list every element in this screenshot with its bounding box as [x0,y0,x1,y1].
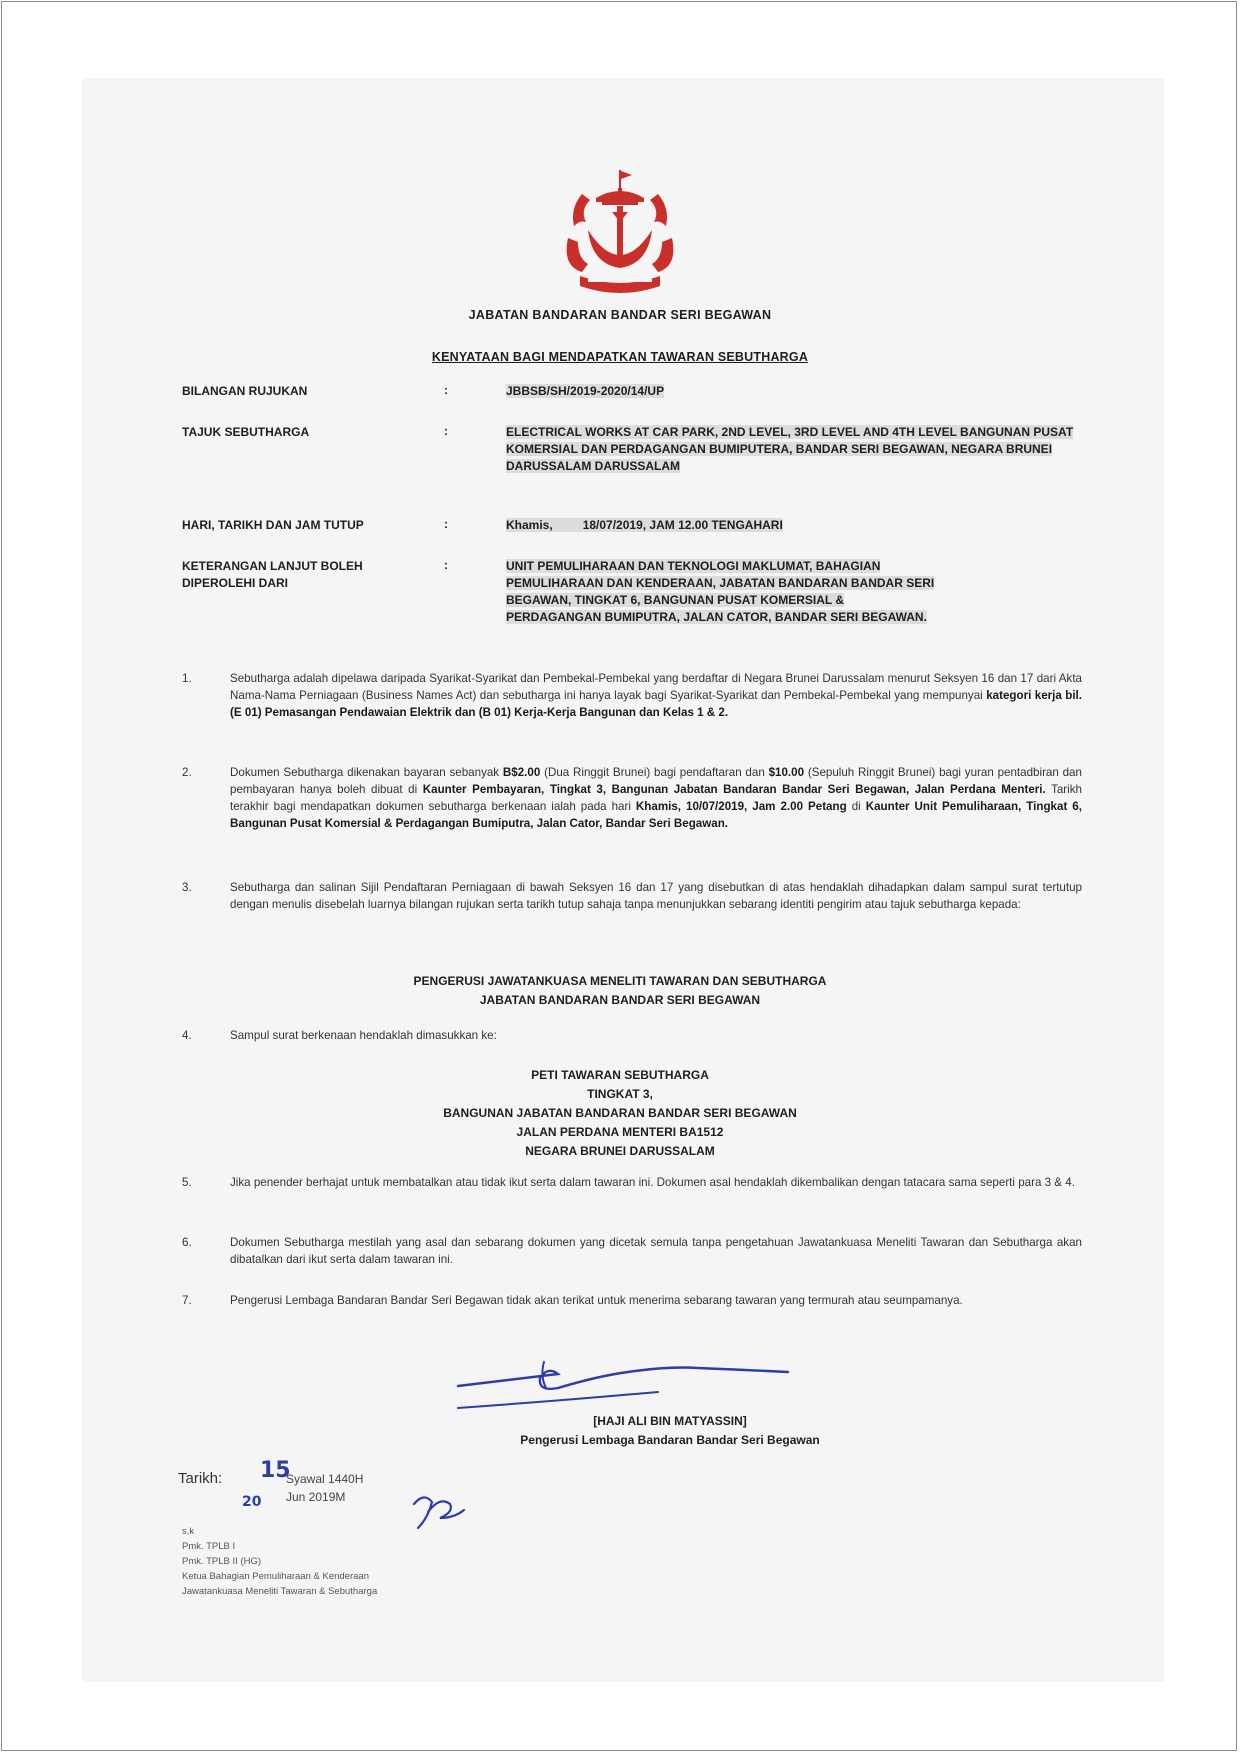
addressee-line: PENGERUSI JAWATANKUASA MENELITI TAWARAN DAN SEBUTHARGA [413,974,827,988]
quotation-title-label: TAJUK SEBUTHARGA [182,425,310,439]
cc-line: s.k [182,1526,195,1537]
paragraph-number: 5. [182,1176,192,1189]
paragraph-number: 2. [182,766,192,779]
notice-title: KENYATAAN BAGI MENDAPATKAN TAWARAN SEBUTHARGA [431,350,809,364]
paragraph-text: Pengerusi Lembaga Bandaran Bandar Seri Begawan tidak akan terikat untuk menerima sebarang tawaran yang termurah atau seumpamanya. [230,1294,963,1307]
paragraph-number: 6. [182,1236,192,1249]
paragraph-text: Sampul surat berkenaan hendaklah dimasukkan ke: [230,1029,497,1042]
paragraph-text: Dokumen Sebutharga mestilah yang asal dan sebarang dokumen yang dicetak semula tanpa pengetahuan Jawatankuasa Meneliti Tawaran dan Sebutharga akan dibatalkan dari ikut serta dalam tawaran ini. [230,1236,1082,1266]
colon: : [444,517,448,531]
hijri-month-year: Syawal 1440H [286,1472,364,1486]
paragraph-text: Sebutharga adalah dipelawa daripada Syarikat-Syarikat dan Pembekal-Pembekal yang berdaftar di Negara Brunei Darussalam menurut Seksyen 16 dan 17 dari Akta Nama-Nama Perniagaan (Business Names Act) dan sebutharga ini hanya layak bagi Syarikat-Syarikat dan Pembekal-Pembekal yang mempunyai kategori kerja bil. (E 01) Pemasangan Pendawaian Elektrik dan (B 01) Kerja-Kerja Bangunan dan Kelas 1 & 2. [230,672,1083,719]
cc-line: Pmk. TPLB I [182,1541,236,1552]
addressee-line: JABATAN BANDARAN BANDAR SERI BEGAWAN [479,993,761,1007]
address-line: BANGUNAN JABATAN BANDARAN BANDAR SERI BEGAWAN [443,1106,797,1120]
address-line: JALAN PERDANA MENTERI BA1512 [516,1125,724,1139]
cc-line: Ketua Bahagian Pemuliharaan & Kenderaan [182,1571,369,1582]
colon: : [444,424,448,438]
paragraph-text: Dokumen Sebutharga dikenakan bayaran sebanyak B$2.00 (Dua Ringgit Brunei) bagi pendaftaran dan $10.00 (Sepuluh Ringgit Brunei) bagi yuran pentadbiran dan pembayaran hanya boleh dibuat di Kaunter Pembayaran, Tingkat 3, Bangunan Jabatan Bandaran Bandar Seri Begawan, Jalan Perdana Menteri. Tarikh terakhir bagi mendapatkan dokumen sebutharga berkenaan ialah pada hari Khamis, 10/07/2019, Jam 2.00 Petang di Kaunter Unit Pemuliharaan, Tingkat 6, Bangunan Pusat Komersial & Perdagangan Bumiputra, Jalan Cator, Bandar Seri Begawan. [230,766,1082,830]
handwritten-gregorian-day: 20 [242,1494,262,1510]
colon: : [444,558,448,572]
brunei-crest-emblem [562,168,678,302]
reference-number-label: BILANGAN RUJUKAN [182,384,308,398]
signatory-title: Pengerusi Lembaga Bandaran Bandar Seri Begawan [520,1433,820,1447]
paragraph-number: 1. [182,672,192,685]
paragraph-text: Jika penender berhajat untuk membatalkan atau tidak ikut serta dalam tawaran ini. Dokumen asal hendaklah dikembalikan dengan tatacara sama seperti para 3 & 4. [230,1176,1075,1189]
paragraph-number: 4. [182,1029,192,1042]
handwritten-signature [448,1352,808,1412]
further-info-value: UNIT PEMULIHARAAN DAN TEKNOLOGI MAKLUMAT, BAHAGIAN PEMULIHARAAN DAN KENDERAAN, JABATAN BANDARAN BANDAR SERI BEGAWAN, TINGKAT 6, BANGUNAN PUSAT KOMERSIAL & PERDAGANGAN BUMIPUTRA, JALAN CATOR, BANDAR SERI BEGAWAN. [506,559,935,624]
tender-box-address [320,1066,920,1161]
paragraph-number: 7. [182,1294,192,1307]
paragraph-text: Sebutharga dan salinan Sijil Pendaftaran Perniagaan di bawah Seksyen 16 dan 17 yang disebutkan di atas hendaklah dihadapkan dalam sampul surat tertutup dengan menulis disebelah luarnya bilangan rujukan serta tarikh tutup sahaja tanpa menunjukkan sebarang identiti pengirim atau tajuk sebutharga kepada: [230,881,1082,911]
address-line: NEGARA BRUNEI DARUSSALAM [525,1144,715,1158]
gregorian-month-year: Jun 2019M [286,1490,346,1504]
paragraph-number: 3. [182,881,192,894]
copy-to-list [182,1524,377,1599]
handwritten-initials [410,1488,470,1534]
quotation-title-value: ELECTRICAL WORKS AT CAR PARK, 2ND LEVEL, 3RD LEVEL AND 4TH LEVEL BANGUNAN PUSAT KOMERSIAL DAN PERDAGANGAN BUMIPUTERA, BANDAR SERI BEGAWAN, NEGARA BRUNEI DARUSSALAM DARUSSALAM [506,425,1074,473]
date-label: Tarikh: [178,1470,223,1487]
colon: : [444,383,448,397]
cc-line: Pmk. TPLB II (HG) [182,1556,262,1567]
closing-date-value: Khamis, 18/07/2019, JAM 12.00 TENGAHARI [506,518,783,532]
address-line: PETI TAWARAN SEBUTHARGA [531,1068,709,1082]
reference-number-value: JBBSB/SH/2019-2020/14/UP [506,384,665,398]
signatory-name: [HAJI ALI BIN MATYASSIN] [593,1414,747,1428]
further-info-label: KETERANGAN LANJUT BOLEH DIPEROLEHI DARI [182,559,363,590]
agency-heading: JABATAN BANDARAN BANDAR SERI BEGAWAN [468,308,772,322]
cc-line: Jawatankuasa Meneliti Tawaran & Sebutharga [182,1586,378,1597]
address-line: TINGKAT 3, [587,1087,653,1101]
handwritten-hijri-day: 15 [260,1458,291,1483]
signatory-block [440,1412,900,1450]
addressee-block [320,972,920,1010]
closing-date-label: HARI, TARIKH DAN JAM TUTUP [182,518,364,532]
